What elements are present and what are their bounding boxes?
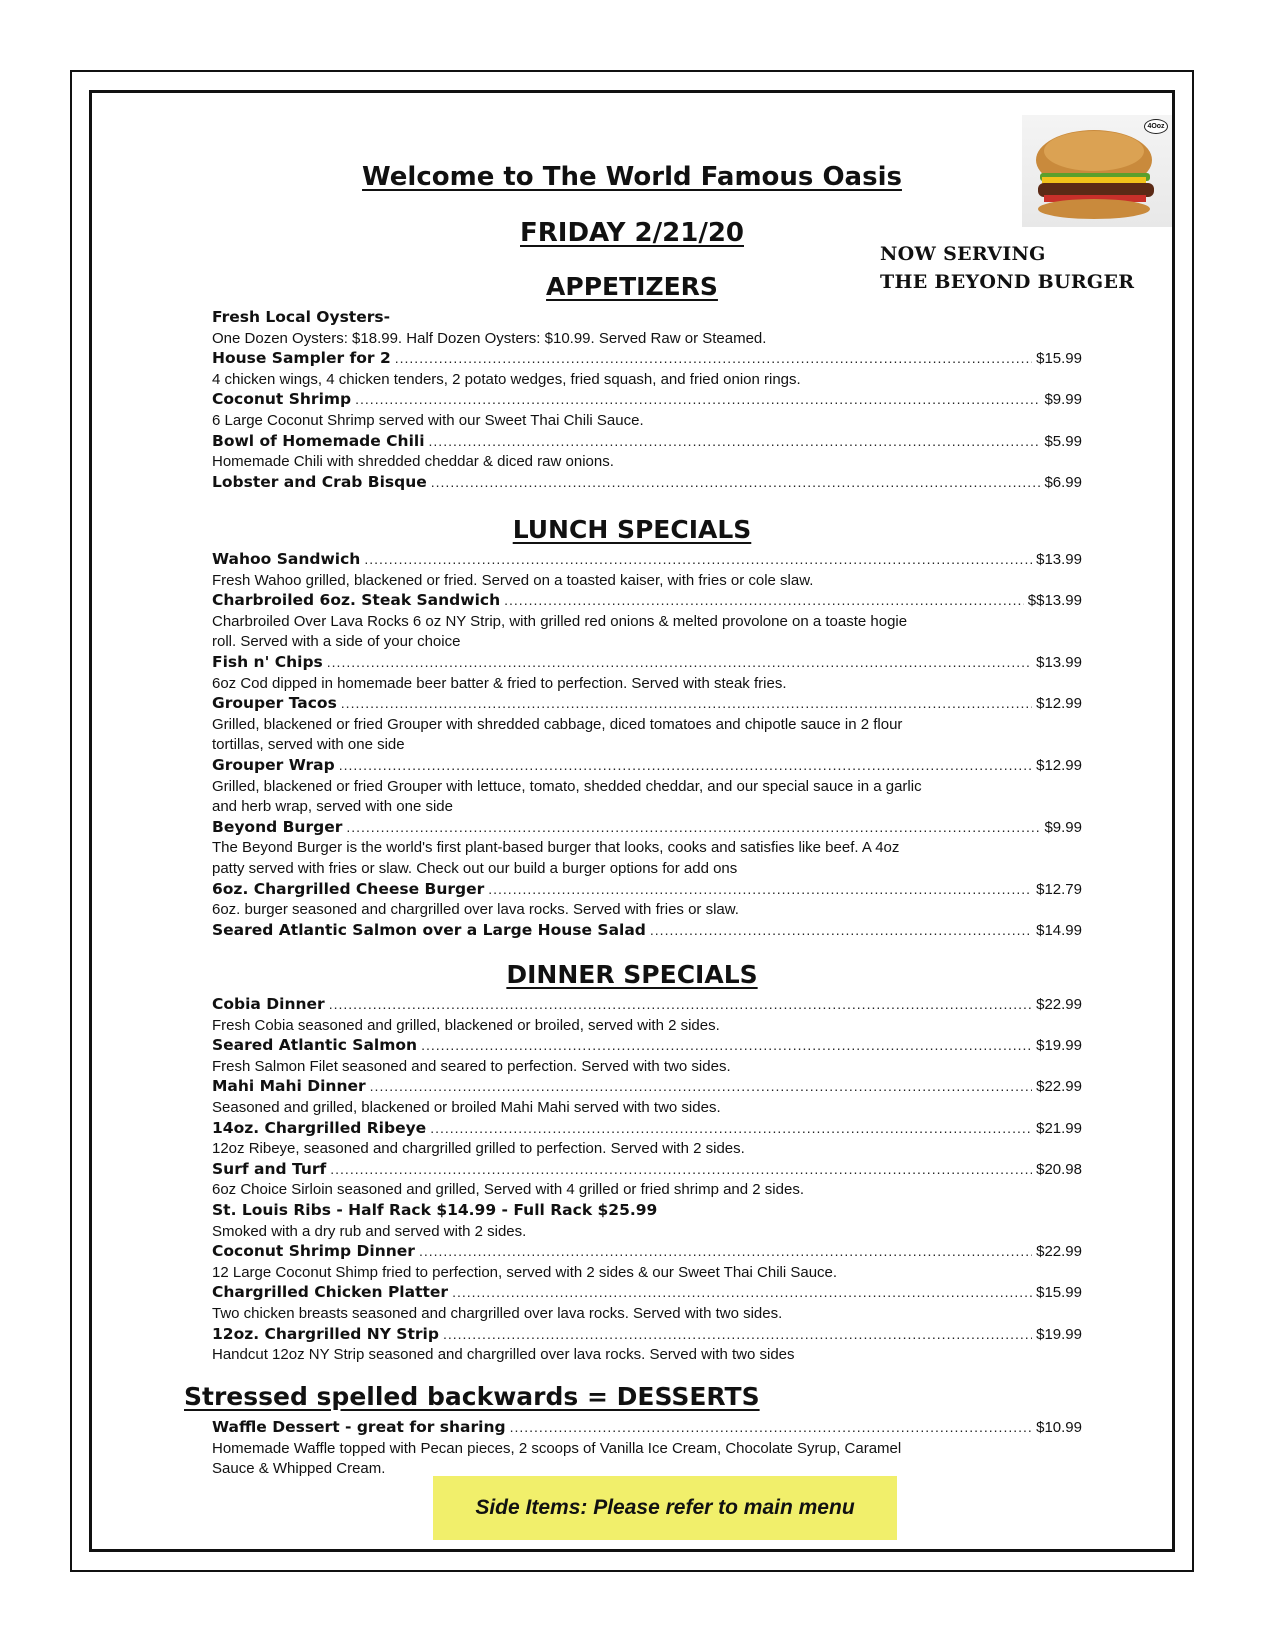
menu-item-name: Coconut Shrimp Dinner — [212, 1242, 415, 1261]
dot-leader — [650, 922, 1032, 938]
dot-leader — [504, 592, 1024, 608]
dot-leader — [488, 881, 1032, 897]
dot-leader — [431, 474, 1041, 490]
dot-leader — [370, 1078, 1032, 1094]
menu-item-name: House Sampler for 2 — [212, 349, 391, 368]
menu-item-description: 6oz Choice Sirloin seasoned and grilled, Served with 4 grilled or fried shrimp and 2 sides. — [212, 1181, 804, 1199]
menu-item-description: Fresh Wahoo grilled, blackened or fried. Served on a toasted kaiser, with fries or cole slaw. — [212, 571, 814, 589]
menu-item — [212, 818, 1082, 839]
menu-item-description: Fresh Salmon Filet seasoned and seared to perfection. Served with two sides. — [212, 1057, 731, 1075]
menu-item — [212, 1418, 1082, 1439]
menu-item — [212, 921, 1082, 942]
menu-item — [212, 694, 1082, 715]
dot-leader — [421, 1037, 1032, 1053]
menu-item-price: $15.99 — [1036, 350, 1082, 368]
menu-item-name: 12oz. Chargrilled NY Strip — [212, 1324, 439, 1343]
menu-item — [212, 1036, 1082, 1057]
menu-item-description: roll. Served with a side of your choice — [212, 633, 461, 651]
dot-leader — [330, 1161, 1032, 1177]
menu-item-price: $9.99 — [1044, 818, 1082, 836]
menu-item-price: $19.99 — [1036, 1325, 1082, 1343]
side-items-text: Side Items: Please refer to main menu — [475, 1496, 855, 1519]
dot-leader — [443, 1326, 1032, 1342]
menu-item-name: St. Louis Ribs - Half Rack $14.99 - Full Rack $25.99 — [212, 1200, 658, 1219]
menu-item — [212, 995, 1082, 1016]
desserts-list — [212, 1418, 1082, 1480]
promo-line-1: NOW SERVING — [880, 243, 1046, 265]
menu-item-name: Bowl of Homemade Chili — [212, 431, 425, 450]
menu-item — [212, 756, 1082, 777]
dot-leader — [419, 1243, 1032, 1259]
menu-item-price: $5.99 — [1044, 432, 1082, 450]
menu-item-name: Seared Atlantic Salmon — [212, 1036, 418, 1055]
menu-item-description: Handcut 12oz NY Strip seasoned and chargrilled over lava rocks. Served with two sides — [212, 1346, 795, 1364]
menu-item — [212, 473, 1082, 494]
menu-date: FRIDAY 2/21/20 — [520, 218, 744, 248]
menu-item-price: $22.99 — [1036, 1243, 1082, 1261]
dinner-list — [212, 995, 1082, 1366]
page-title: Welcome to The World Famous Oasis — [362, 162, 902, 192]
menu-item-description: tortillas, served with one side — [212, 736, 405, 754]
menu-item-price: $$13.99 — [1027, 592, 1082, 610]
menu-item-price: $22.99 — [1036, 1078, 1082, 1096]
menu-item-description: Two chicken breasts seasoned and chargrilled over lava rocks. Served with two sides. — [212, 1304, 783, 1322]
menu-item-description: 6 Large Coconut Shrimp served with our Sweet Thai Chili Sauce. — [212, 411, 644, 429]
menu-item-name: 6oz. Chargrilled Cheese Burger — [212, 879, 485, 898]
menu-item-name: Waffle Dessert - great for sharing — [212, 1418, 506, 1436]
menu-item-price: $6.99 — [1044, 473, 1082, 491]
menu-item-description: 6oz. burger seasoned and chargrilled over lava rocks. Served with fries or slaw. — [212, 901, 739, 919]
dot-leader — [430, 1120, 1032, 1136]
menu-item-name: Chargrilled Chicken Platter — [212, 1283, 449, 1302]
dot-leader — [510, 1419, 1033, 1435]
menu-item-description: Seasoned and grilled, blackened or broiled Mahi Mahi served with two sides. — [212, 1098, 721, 1116]
menu-item-description: 12 Large Coconut Shimp fried to perfection, served with 2 sides & our Sweet Thai Chili Sauce. — [212, 1263, 838, 1281]
menu-item-description: 4 chicken wings, 4 chicken tenders, 2 potato wedges, fried squash, and fried onion rings. — [212, 370, 801, 388]
menu-item — [212, 1119, 1082, 1140]
menu-item-price: $22.99 — [1036, 996, 1082, 1013]
menu-item-price: $21.99 — [1036, 1119, 1082, 1137]
menu-item-price: $20.98 — [1036, 1160, 1082, 1178]
lunch-list — [212, 550, 1082, 941]
dot-leader — [452, 1284, 1032, 1300]
burger-badge: 4Ooz — [1144, 119, 1168, 134]
promo-line-2: THE BEYOND BURGER — [880, 271, 1135, 293]
menu-item — [212, 550, 1082, 571]
dot-leader — [429, 433, 1041, 449]
menu-item-description: Grilled, blackened or fried Grouper with lettuce, tomato, shedded cheddar, and our special sauce in a garlic — [212, 777, 922, 795]
menu-item-description: 6oz Cod dipped in homemade beer batter & fried to perfection. Served with steak fries. — [212, 674, 787, 692]
menu-item — [212, 1325, 1082, 1346]
menu-item-description: The Beyond Burger is the world's first plant-based burger that looks, cooks and satisfies like beef. A 4oz — [212, 839, 900, 857]
desserts-heading: Stressed spelled backwards = DESSERTS — [184, 1382, 760, 1411]
menu-item-name: Grouper Tacos — [212, 694, 337, 713]
menu-item-description: Charbroiled Over Lava Rocks 6 oz NY Strip, with grilled red onions & melted provolone on a toaste hogie — [212, 612, 908, 630]
dot-leader — [395, 350, 1032, 366]
menu-item-description: Grilled, blackened or fried Grouper with shredded cabbage, diced tomatoes and chipotle sauce in 2 flour — [212, 715, 903, 733]
menu-item — [212, 653, 1082, 674]
menu-item — [212, 349, 1082, 370]
menu-item — [212, 1201, 1082, 1222]
menu-item-description: One Dozen Oysters: $18.99. Half Dozen Oysters: $10.99. Served Raw or Steamed. — [212, 329, 767, 347]
menu-item-description: Homemade Waffle topped with Pecan pieces, 2 scoops of Vanilla Ice Cream, Chocolate Syrup, Caramel — [212, 1439, 902, 1457]
menu-item — [212, 308, 1082, 329]
menu-item — [212, 1283, 1082, 1304]
menu-item-description: patty served with fries or slaw. Check out our build a burger options for add ons — [212, 859, 738, 877]
dot-leader — [341, 695, 1032, 711]
menu-item — [212, 432, 1082, 453]
menu-item-price: $13.99 — [1036, 653, 1082, 671]
menu-item-name: Wahoo Sandwich — [212, 550, 361, 568]
dot-leader — [327, 654, 1032, 670]
menu-item-name: Fresh Local Oysters- — [212, 308, 391, 326]
menu-item — [212, 1077, 1082, 1098]
menu-item — [212, 390, 1082, 411]
menu-item-price: $12.99 — [1036, 695, 1082, 713]
menu-item — [212, 1242, 1082, 1263]
menu-item-price: $14.99 — [1036, 921, 1082, 939]
menu-item-name: Lobster and Crab Bisque — [212, 472, 427, 491]
menu-item-price: $19.99 — [1036, 1037, 1082, 1055]
lunch-heading: LUNCH SPECIALS — [512, 515, 752, 544]
menu-item-price: $9.99 — [1044, 391, 1082, 409]
appetizers-heading: APPETIZERS — [546, 272, 718, 301]
menu-item-description: and herb wrap, served with one side — [212, 798, 453, 816]
dot-leader — [329, 996, 1032, 1012]
menu-item-name: Grouper Wrap — [212, 755, 335, 774]
menu-item-price: $12.99 — [1036, 756, 1082, 774]
menu-item-description: Sauce & Whipped Cream. — [212, 1460, 386, 1478]
dot-leader — [346, 819, 1040, 835]
menu-item-description: Fresh Cobia seasoned and grilled, blackened or broiled, served with 2 sides. — [212, 1016, 720, 1034]
menu-item-price: $10.99 — [1036, 1419, 1082, 1436]
menu-item — [212, 591, 1082, 612]
side-items-note — [433, 1476, 897, 1540]
dot-leader — [355, 391, 1040, 407]
menu-item — [212, 1160, 1082, 1181]
dot-leader — [339, 757, 1032, 773]
appetizers-list — [212, 308, 1082, 493]
menu-item-description: 12oz Ribeye, seasoned and chargrilled grilled to perfection. Served with 2 sides. — [212, 1140, 745, 1158]
menu-item-name: Mahi Mahi Dinner — [212, 1077, 366, 1096]
menu-item-name: Charbroiled 6oz. Steak Sandwich — [212, 591, 501, 610]
menu-item-price: $15.99 — [1036, 1284, 1082, 1302]
menu-item-price: $12.79 — [1036, 880, 1082, 898]
menu-item-name: Coconut Shrimp — [212, 390, 352, 409]
dinner-heading: DINNER SPECIALS — [506, 960, 758, 989]
menu-item-name: Beyond Burger — [212, 817, 343, 836]
menu-item-name: Fish n' Chips — [212, 652, 323, 671]
menu-item-price: $13.99 — [1036, 551, 1082, 568]
menu-item-name: 14oz. Chargrilled Ribeye — [212, 1118, 427, 1137]
dot-leader — [364, 551, 1032, 567]
menu-item-name: Seared Atlantic Salmon over a Large House Salad — [212, 920, 646, 939]
menu-item-name: Cobia Dinner — [212, 995, 325, 1013]
menu-item-description: Homemade Chili with shredded cheddar & diced raw onions. — [212, 453, 614, 471]
menu-item — [212, 880, 1082, 901]
menu-item-description: Smoked with a dry rub and served with 2 sides. — [212, 1222, 527, 1240]
menu-item-name: Surf and Turf — [212, 1159, 327, 1178]
